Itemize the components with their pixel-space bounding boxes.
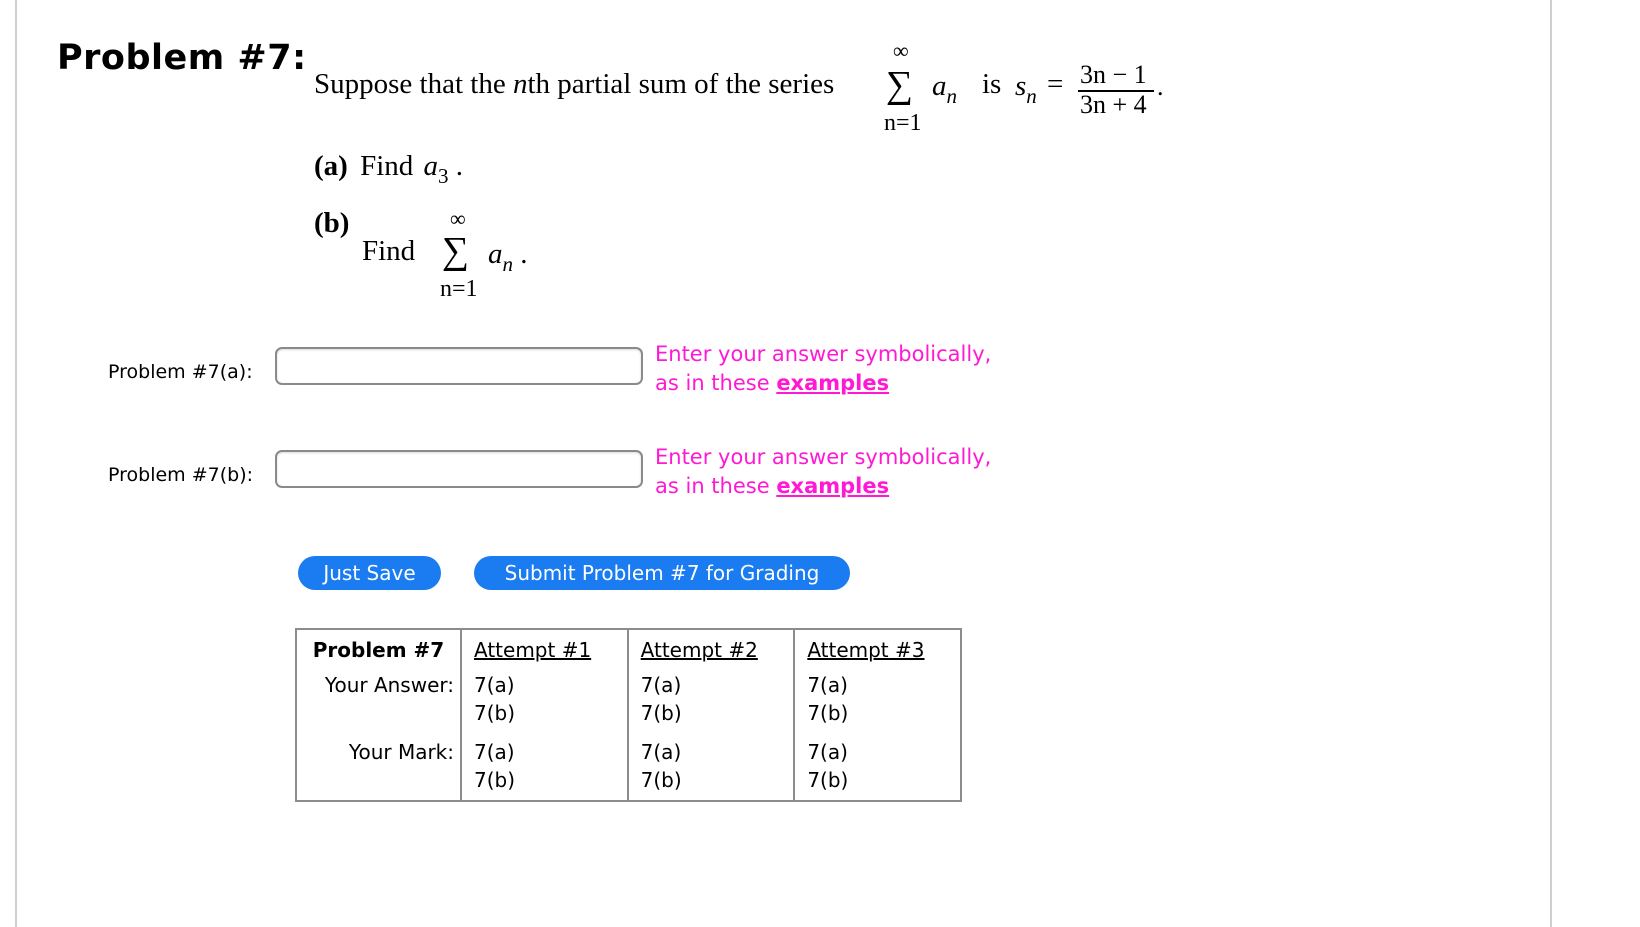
part-a-label: (a)	[314, 150, 348, 182]
attempt-1-mark	[461, 734, 628, 801]
answer-b-examples-link[interactable]: examples	[776, 474, 890, 498]
s-var: s	[1015, 70, 1027, 102]
part-a	[314, 150, 464, 188]
attempt-2-mark	[628, 734, 795, 801]
just-save-button[interactable]: Just Save	[298, 556, 441, 590]
s-sub: n	[1026, 84, 1037, 108]
attempt-1-mark-b: 7(b)	[474, 767, 516, 792]
attempt-2-mark-b: 7(b)	[640, 767, 682, 792]
statement-nth-var: n	[512, 68, 528, 100]
attempt-3-mark-b: 7(b)	[807, 767, 849, 792]
statement-prefix: Suppose that the	[314, 68, 513, 100]
your-answer-label: Your Answer:	[324, 673, 454, 698]
problem-title: Problem #7:	[57, 38, 307, 78]
answer-a-hint-line1: Enter your answer symbolically,	[655, 342, 992, 366]
part-b-label-text: (b)	[314, 207, 350, 239]
series-term	[932, 70, 957, 108]
attempt-3-mark-a: 7(a)	[807, 739, 848, 764]
attempts-header-row	[296, 629, 961, 667]
attempt-3-answer-a: 7(a)	[807, 673, 848, 698]
answer-b-hint-line1: Enter your answer symbolically,	[655, 445, 992, 469]
your-mark-row	[296, 734, 961, 801]
is-text: is	[982, 68, 1002, 100]
fraction-numerator: 3n − 1	[1080, 60, 1147, 89]
attempt-3-mark	[794, 734, 961, 801]
answer-b-input[interactable]	[275, 450, 643, 488]
answer-a-input[interactable]	[275, 347, 643, 385]
attempt-1-mark-a: 7(a)	[474, 739, 515, 764]
part-b-term	[488, 238, 528, 276]
answer-b-hint-prefix: as in these	[655, 474, 777, 498]
part-a-sub: 3	[438, 164, 449, 188]
answer-a-hint	[655, 340, 991, 398]
attempt-3-header[interactable]: Attempt #3	[794, 629, 961, 667]
attempt-2-answer-b: 7(b)	[640, 701, 682, 726]
sum-upper-limit: ∞	[893, 38, 909, 63]
your-mark-label: Your Mark:	[348, 739, 454, 764]
attempt-1-header[interactable]: Attempt #1	[461, 629, 628, 667]
attempt-1-answer-b: 7(b)	[474, 701, 516, 726]
equals-sign: =	[1047, 68, 1064, 100]
part-b-lower-limit: n=1	[440, 276, 478, 302]
answer-a-hint-line2	[655, 369, 991, 398]
answer-a-hint-prefix: as in these	[655, 371, 777, 395]
partial-sum-var	[1015, 70, 1037, 108]
attempt-3-answer-b: 7(b)	[807, 701, 849, 726]
attempt-1-answer	[461, 667, 628, 733]
attempt-3-answer	[794, 667, 961, 733]
attempt-2-answer-a: 7(a)	[640, 673, 682, 698]
part-b-var: a	[488, 238, 503, 270]
part-b-label	[314, 207, 349, 240]
your-answer-row	[296, 667, 961, 733]
part-b-sigma-symbol: ∑	[442, 230, 470, 272]
answer-b-hint-line2	[655, 472, 991, 501]
submit-grading-button[interactable]: Submit Problem #7 for Grading	[474, 556, 850, 590]
sum-lower-limit: n=1	[884, 110, 922, 136]
sigma-symbol: ∑	[886, 64, 914, 106]
part-b-end: .	[513, 238, 528, 270]
attempt-2-answer	[628, 667, 795, 733]
answer-b-hint	[655, 443, 991, 501]
term-var: a	[932, 70, 947, 102]
answer-a-label: Problem #7(a):	[108, 361, 253, 383]
answer-b-label: Problem #7(b):	[108, 464, 254, 486]
attempt-2-mark-a: 7(a)	[640, 739, 682, 764]
answer-a-examples-link[interactable]: examples	[776, 371, 890, 395]
part-b-upper-limit: ∞	[450, 206, 466, 231]
part-b-sub: n	[502, 252, 513, 276]
part-a-end: .	[448, 150, 464, 182]
part-b-text: Find	[362, 235, 416, 267]
page-left-border	[15, 0, 17, 927]
problem-statement	[314, 68, 834, 101]
part-a-var: a	[423, 150, 439, 182]
attempt-2-header[interactable]: Attempt #2	[628, 629, 795, 667]
attempts-table	[295, 628, 962, 802]
part-a-text: Find	[360, 150, 414, 182]
term-sub: n	[946, 84, 957, 108]
attempt-1-answer-a: 7(a)	[474, 673, 515, 698]
page-right-border	[1550, 0, 1552, 927]
statement-nth-suffix: th partial sum of the series	[527, 68, 835, 100]
statement-end: .	[1157, 72, 1164, 101]
fraction-denominator: 3n + 4	[1080, 90, 1147, 119]
attempts-corner: Problem #7	[312, 638, 445, 662]
